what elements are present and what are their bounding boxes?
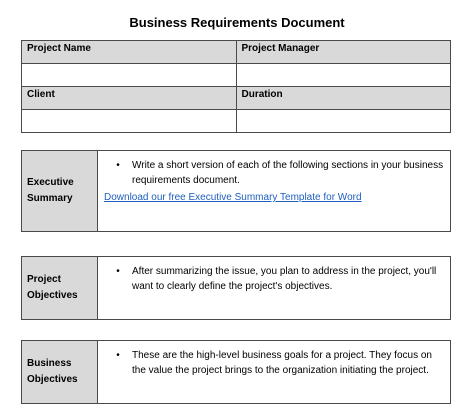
bullet-text: Write a short version of each of the following sections in your business requirements document.: [132, 160, 444, 186]
table-row: [22, 151, 451, 232]
table-row: [22, 87, 451, 110]
section-label-line: Executive: [27, 177, 74, 188]
project-name-label: Project Name: [22, 41, 237, 64]
section-label: [22, 257, 98, 320]
duration-field[interactable]: [236, 110, 451, 133]
executive-summary-section: [21, 150, 451, 232]
section-label-line: Business: [27, 358, 72, 369]
bullet-item: [104, 348, 444, 378]
bullet-text: These are the high-level business goals for a project. They focus on the value the project brings to the organization initiating the project.: [132, 350, 432, 376]
project-manager-label: Project Manager: [236, 41, 451, 64]
section-label: [22, 151, 98, 232]
table-row: [22, 64, 451, 87]
bullet-item: [104, 264, 444, 294]
section-label-line: Project: [27, 274, 61, 285]
section-body[interactable]: [98, 341, 451, 404]
client-label: Client: [22, 87, 237, 110]
bullet-text: After summarizing the issue, you plan to address in the project, you'll want to clearly define the project's objectives.: [132, 266, 437, 292]
project-info-table: [21, 40, 451, 133]
table-row: [22, 110, 451, 133]
bullet-icon: •: [116, 160, 120, 171]
project-manager-field[interactable]: [236, 64, 451, 87]
bullet-icon: •: [116, 266, 120, 277]
section-label-line: Objectives: [27, 374, 78, 385]
project-objectives-section: [21, 256, 451, 320]
client-field[interactable]: [22, 110, 237, 133]
business-objectives-section: [21, 340, 451, 404]
section-body[interactable]: [98, 257, 451, 320]
section-label: [22, 341, 98, 404]
document-title: Business Requirements Document: [129, 15, 345, 30]
table-row: [22, 257, 451, 320]
table-row: [22, 41, 451, 64]
section-body[interactable]: [98, 151, 451, 232]
section-label-line: Objectives: [27, 290, 78, 301]
table-row: [22, 341, 451, 404]
duration-label: Duration: [236, 87, 451, 110]
section-label-line: Summary: [27, 193, 73, 204]
executive-summary-template-link[interactable]: Download our free Executive Summary Template for Word: [104, 192, 362, 203]
bullet-item: [104, 158, 444, 188]
project-name-field[interactable]: [22, 64, 237, 87]
bullet-icon: •: [116, 350, 120, 361]
